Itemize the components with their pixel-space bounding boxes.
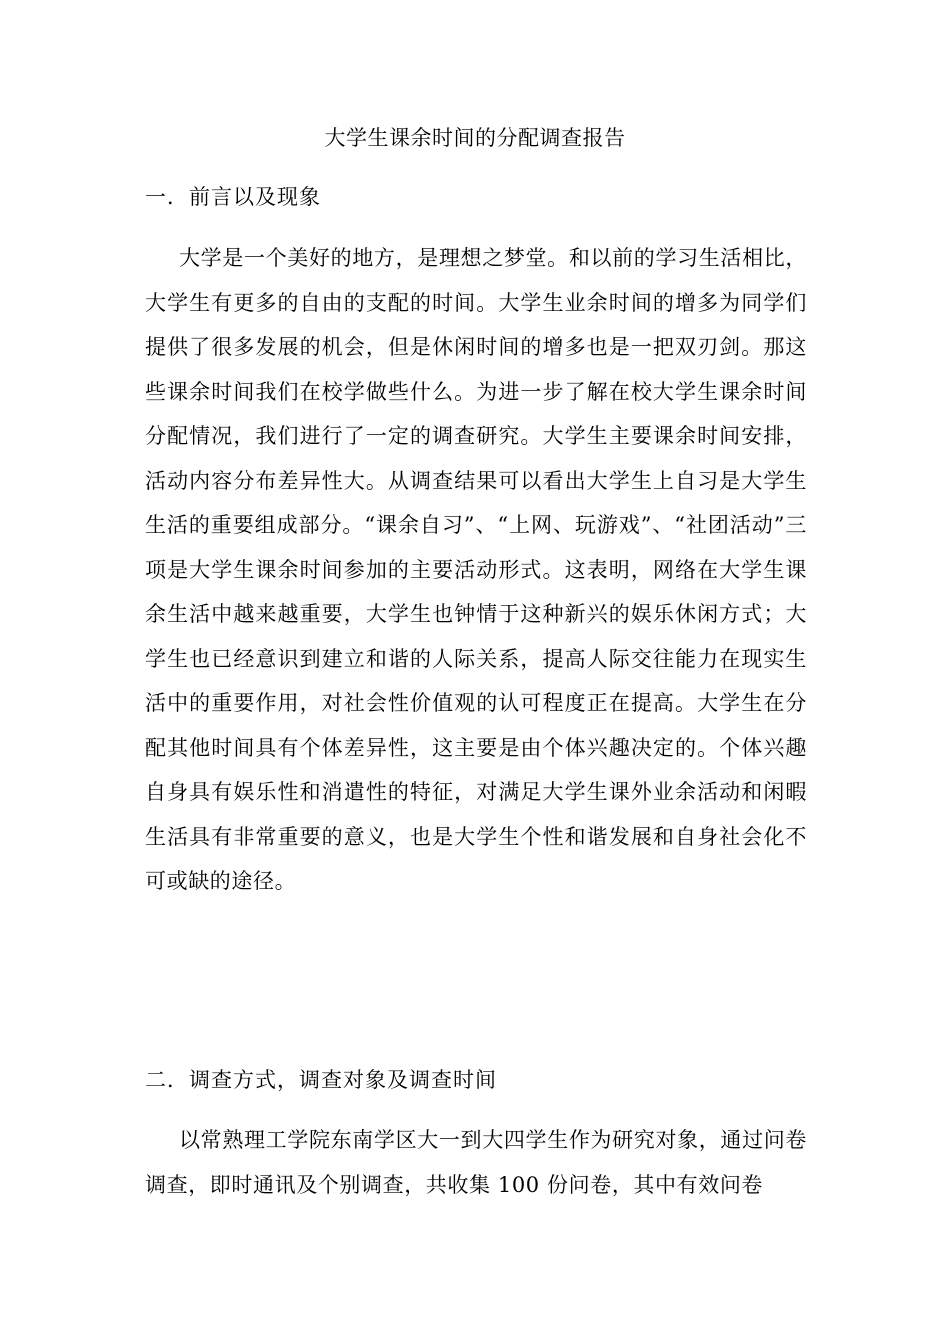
section-2-heading: 二．调查方式，调查对象及调查时间 <box>145 1068 497 1092</box>
document-title: 大学生课余时间的分配调查报告 <box>324 126 626 150</box>
section-1-paragraph: 大学是一个美好的地方，是理想之梦堂。和以前的学习生活相比，大学生有更多的自由的支配的时间。大学生业余时间的增多为同学们提供了很多发展的机会，但是休闲时间的增多也是一把双刃剑。那这些课余时间我们在校学做些什么。为进一步了解在校大学生课余时间分配情况，我们进行了一定的调查研究。大学生主要课余时间安排，活动内容分布差异性大。从调查结果可以看出大学生上自习是大学生生活的重要组成部分。“课余自习”、“上网、玩游戏”、“社团活动”三项是大学生课余时间参加的主要活动形式。这表明，网络在大学生课余生活中越来越重要，大学生也钟情于这种新兴的娱乐休闲方式；大学生也已经意识到建立和谐的人际关系，提高人际交往能力在现实生活中的重要作用，对社会性价值观的认可程度正在提高。大学生在分配其他时间具有个体差异性，这主要是由个体兴趣决定的。个体兴趣自身具有娱乐性和消遣性的特征，对满足大学生课外业余活动和闲暇生活具有非常重要的意义，也是大学生个性和谐发展和自身社会化不可或缺的途径。 <box>145 246 807 893</box>
section-2-paragraph: 以常熟理工学院东南学区大一到大四学生作为研究对象，通过问卷调查，即时通讯及个别调查，共收集 100 份问卷，其中有效问卷 <box>145 1128 807 1197</box>
section-1-heading: 一．前言以及现象 <box>145 185 321 209</box>
